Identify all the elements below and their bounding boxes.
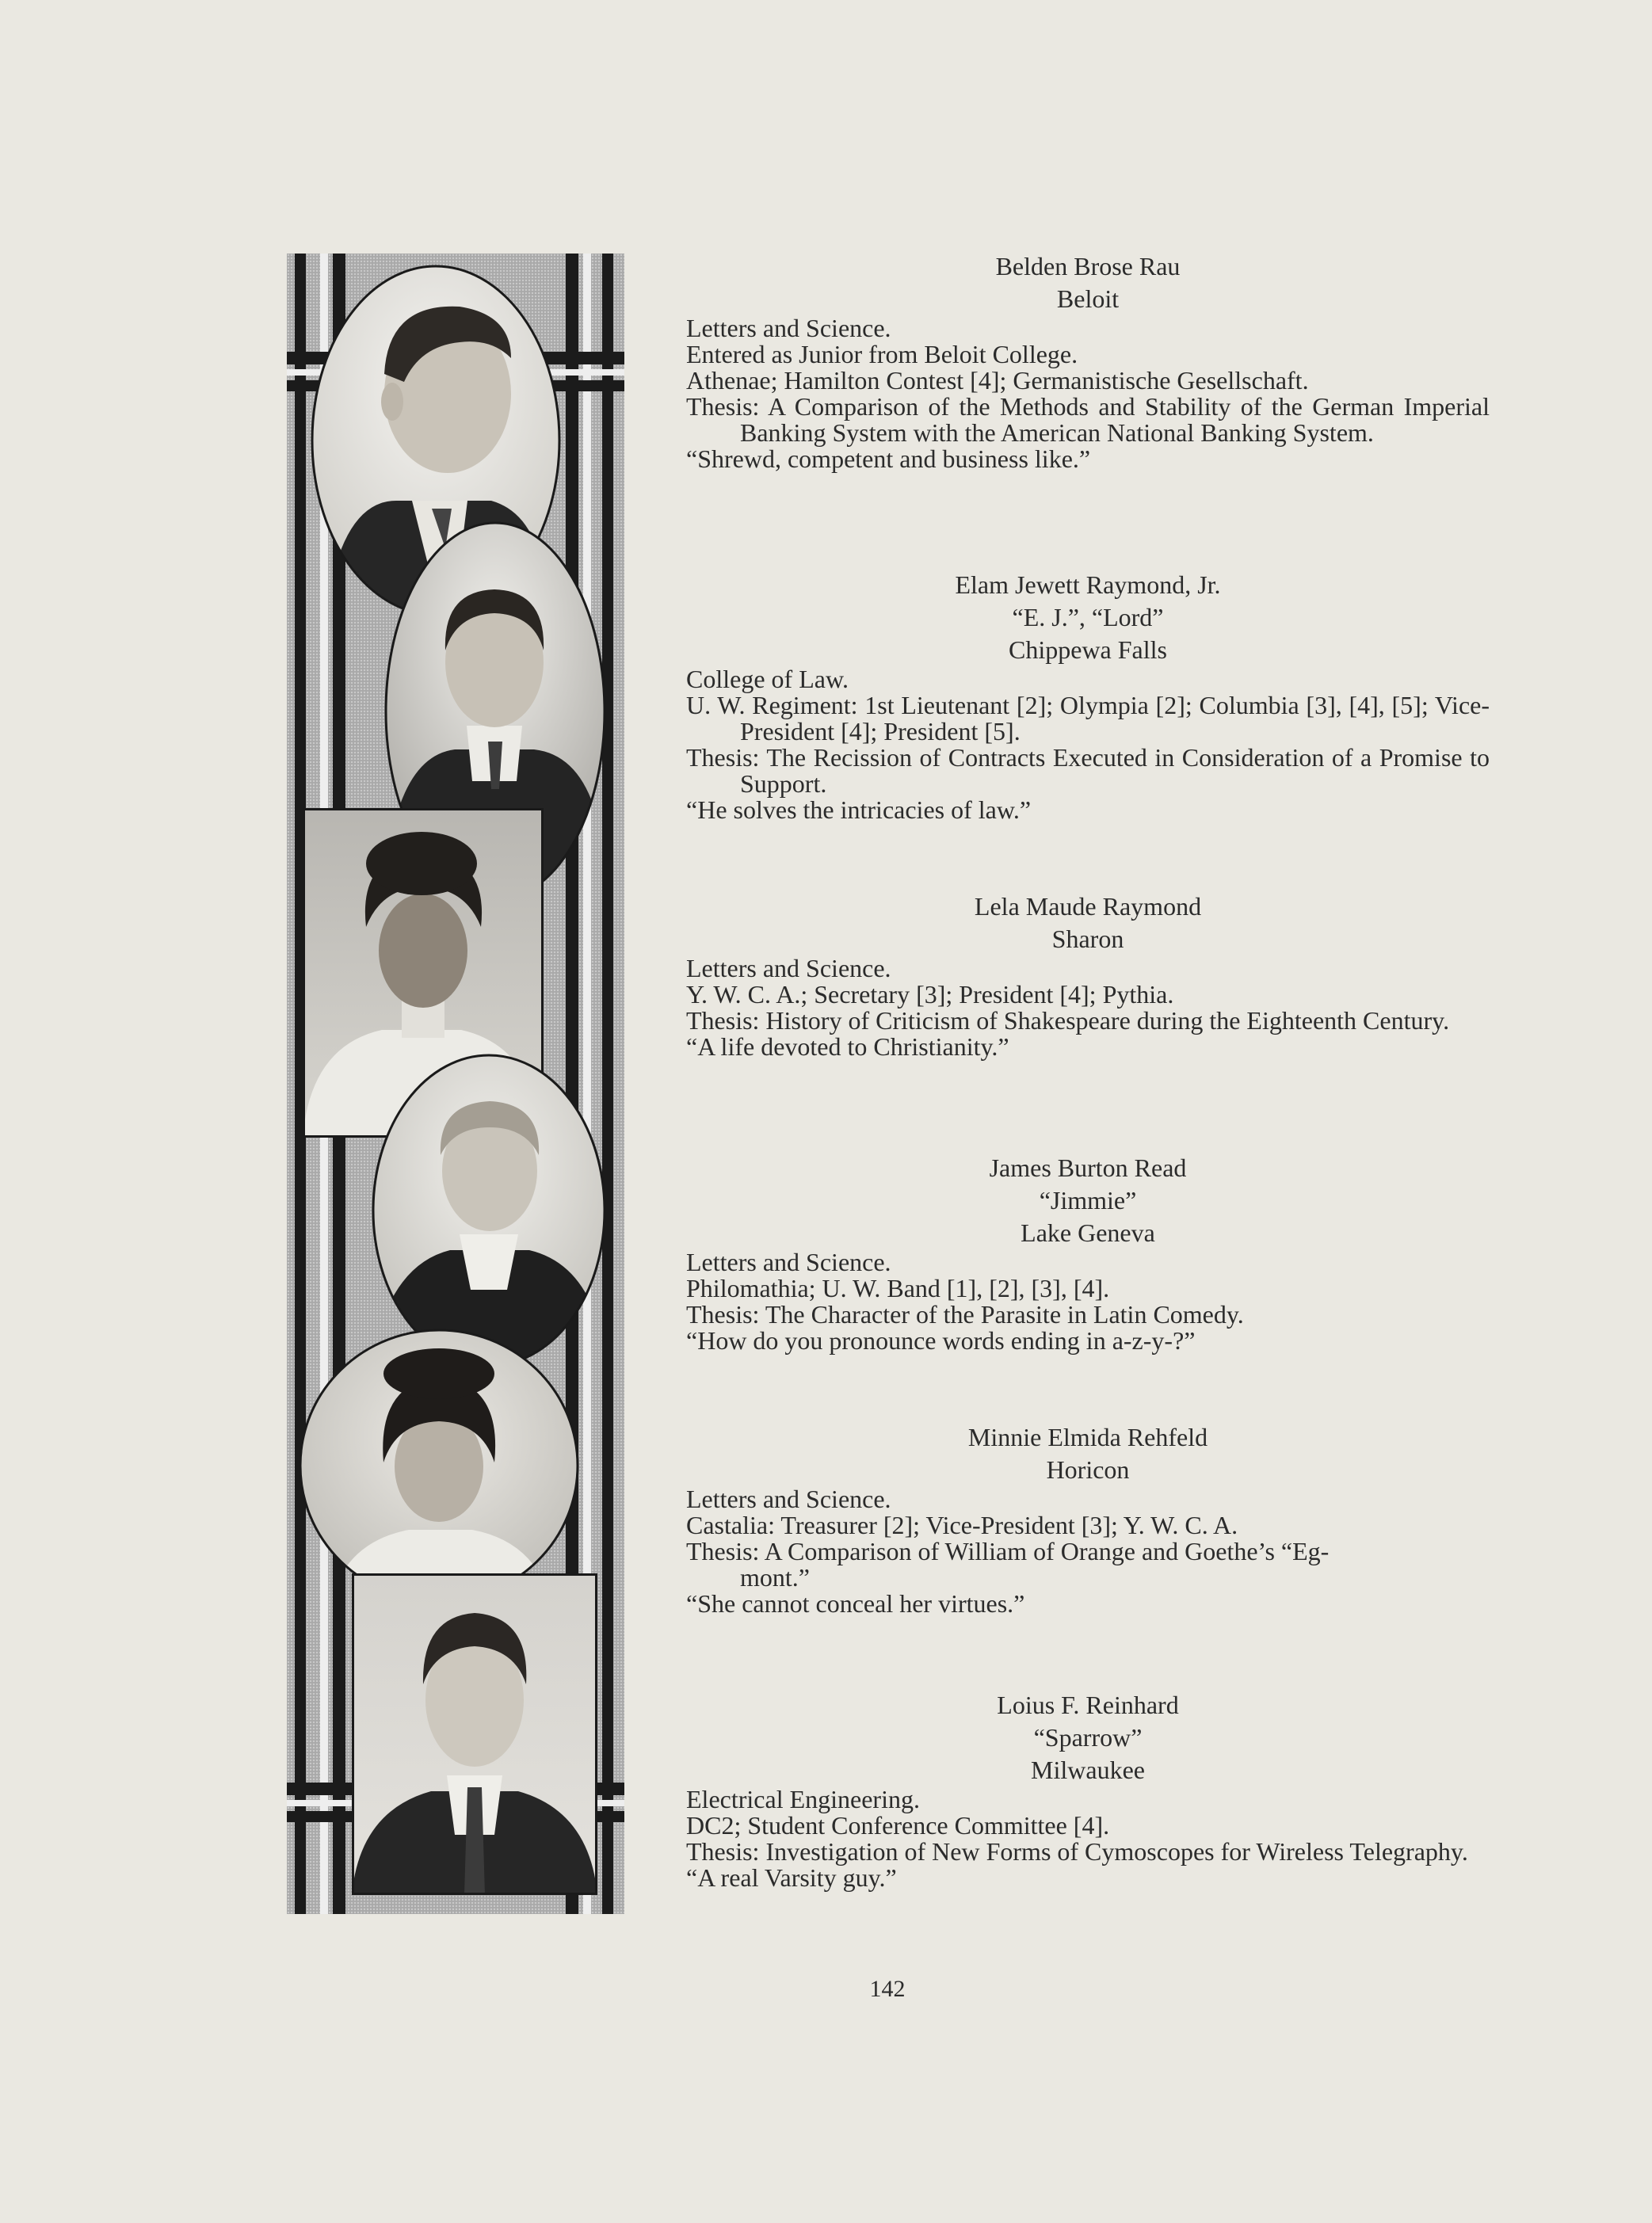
student-name: Loius F. Reinhard (997, 1691, 1179, 1719)
student-name: Lela Maude Raymond (974, 892, 1202, 921)
course: Letters and Science. (686, 1485, 891, 1513)
entry-james-burton-read (686, 1152, 1490, 1354)
nickname: “E. J.”, “Lord” (1012, 603, 1164, 631)
activities: Philomathia; U. W. Band [1], [2], [3], [4]. (686, 1274, 1110, 1302)
student-name: Elam Jewett Raymond, Jr. (955, 570, 1221, 599)
hometown: Chippewa Falls (1009, 635, 1167, 664)
student-name: James Burton Read (989, 1153, 1187, 1182)
thesis: Thesis: A Comparison of the Methods and Stability of the German Imperial Banking System with the American National Banking System. (686, 392, 1490, 447)
page-number: 142 (869, 1976, 906, 2002)
thesis: Thesis: A Comparison of William of Orange and Goethe’s “Eg- (686, 1537, 1330, 1565)
course: College of Law. (686, 665, 849, 693)
quote: “She cannot conceal her virtues.” (686, 1589, 1025, 1618)
quote: “A life devoted to Christianity.” (686, 1032, 1009, 1061)
activities: Athenae; Hamilton Contest [4]; Germanistische Gesellschaft. (686, 366, 1309, 395)
activities: DC2; Student Conference Committee [4]. (686, 1811, 1110, 1840)
activities: Entered as Junior from Beloit College. (686, 340, 1078, 368)
thesis-continued: mont.” (740, 1563, 810, 1592)
nickname: “Sparrow” (1033, 1723, 1143, 1752)
hometown: Horicon (1046, 1455, 1130, 1484)
activities: Y. W. C. A.; Secretary [3]; President [4]; Pythia. (686, 980, 1174, 1009)
course: Letters and Science. (686, 1248, 891, 1276)
thesis: Thesis: Investigation of New Forms of Cymoscopes for Wireless Telegraphy. (686, 1837, 1468, 1866)
hometown: Beloit (1056, 284, 1120, 313)
hometown: Lake Geneva (1021, 1218, 1155, 1247)
activities: U. W. Regiment: 1st Lieutenant [2]; Olympia [2]; Columbia [3], [4], [5]; Vice-President [4]; President [5]. (686, 691, 1490, 745)
quote: “He solves the intricacies of law.” (686, 795, 1032, 824)
course: Letters and Science. (686, 314, 891, 342)
thesis: Thesis: The Character of the Parasite in Latin Comedy. (686, 1300, 1244, 1329)
course: Electrical Engineering. (686, 1785, 920, 1813)
quote: “A real Varsity guy.” (686, 1863, 897, 1892)
activities: Castalia: Treasurer [2]; Vice-President [3]; Y. W. C. A. (686, 1511, 1238, 1539)
thesis: Thesis: The Recission of Contracts Executed in Consideration of a Promise to Support. (686, 743, 1490, 798)
course: Letters and Science. (686, 954, 891, 982)
thesis: Thesis: History of Criticism of Shakespeare during the Eighteenth Century. (686, 1006, 1450, 1035)
portrait-strip (287, 254, 624, 1914)
entry-loius-f-reinhard (686, 1689, 1490, 1891)
nickname: “Jimmie” (1039, 1186, 1137, 1214)
student-name: Belden Brose Rau (995, 252, 1181, 280)
entry-minnie-elmida-rehfeld (686, 1421, 1490, 1617)
entry-elam-jewett-raymond (686, 569, 1490, 823)
student-name: Minnie Elmida Rehfeld (967, 1423, 1208, 1451)
quote: “How do you pronounce words ending in a-z-y-?” (686, 1326, 1196, 1355)
entry-lela-maude-raymond (686, 890, 1490, 1060)
hometown: Milwaukee (1031, 1756, 1145, 1784)
entry-belden-brose-rau (686, 250, 1490, 472)
quote: “Shrewd, competent and business like.” (686, 444, 1091, 473)
hometown: Sharon (1051, 925, 1124, 953)
